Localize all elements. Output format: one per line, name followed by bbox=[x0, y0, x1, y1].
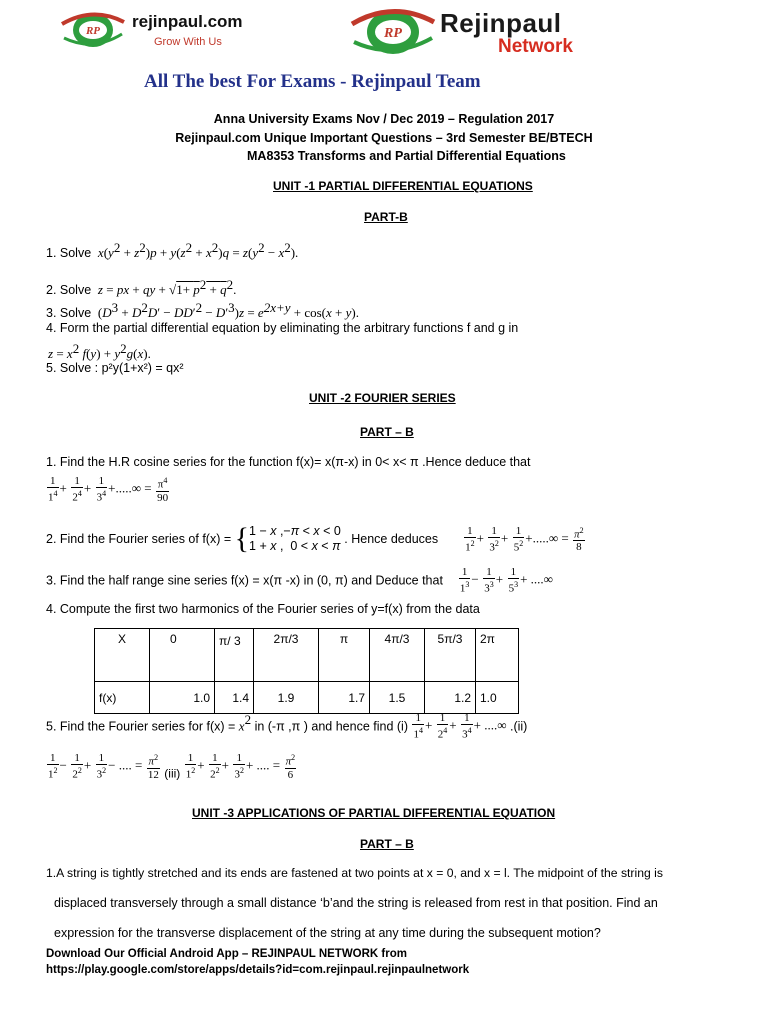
unit3-q1-line2: displaced transversely through a small distance ‘b’and the string is released from rest in that position. Find an bbox=[54, 896, 658, 910]
unit2-q5: 5. Find the Fourier series for $f(x) = x^2$ in (-π ,π ) and hence find (i) $\frac{1}{1^4}$ + $\frac{1}{2^4}$ + $\frac{1}{3^4}$ + ....∞ .(ii) bbox=[46, 712, 528, 741]
table-cell: 4π/3 bbox=[370, 629, 425, 682]
left-logo-site: rejinpaul.com bbox=[132, 12, 243, 31]
table-cell: 5π/3 bbox=[425, 629, 476, 682]
unit1-title: UNIT -1 PARTIAL DIFFERENTIAL EQUATIONS bbox=[273, 179, 533, 193]
table-row bbox=[95, 682, 519, 714]
unit2-q3: 3. Find the half range sine series f(x) = x(π -x) in (0, π) and Deduce that $\frac{1}{1^3}$ − $\frac{1}{3^3}$ + $\frac{1}{5^3}$ + ....∞ bbox=[46, 566, 553, 595]
unit1-q1: 1. Solve $x(y^2 + z^2)p + y(z^2 + x^2)q = z(y^2 - x^2)$. bbox=[46, 240, 299, 261]
table-cell: 2π/3 bbox=[254, 629, 319, 682]
svg-text:RP: RP bbox=[85, 25, 101, 37]
unit2-q1-math: $\frac{1}{1^4}$ + $\frac{1}{2^4}$ + $\frac{1}{3^4}$ +.....∞ = $\frac{\pi^4}{90}$ bbox=[48, 475, 169, 504]
q-prefix: 1. Solve bbox=[46, 246, 92, 261]
harmonics-data-table bbox=[94, 628, 519, 714]
footer-link[interactable]: https://play.google.com/store/apps/details?id=com.rejinpaul.rejinpaulnetwork bbox=[46, 964, 470, 976]
table-cell: 1.9 bbox=[254, 682, 319, 714]
right-logo-sub: Network bbox=[498, 36, 573, 57]
unit3-q1-line1: 1.A string is tightly stretched and its ends are fastened at two points at x = 0, and x = l. The midpoint of the string is bbox=[46, 866, 663, 880]
table-cell: 1.0 bbox=[476, 682, 519, 714]
table-row bbox=[95, 629, 519, 682]
right-logo-name: Rejinpaul bbox=[440, 8, 562, 38]
unit2-q5-math: $\frac{1}{1^2}$ − $\frac{1}{2^2}$ + $\frac{1}{3^2}$ − .... = $\frac{\pi^2}{12}$ (iii) $\frac{1}{1^2}$ + $\frac{1}{2^2}$ + $\frac{1}{3^2}$ + .... = $\frac{\pi^2}{6}$ bbox=[48, 752, 296, 781]
left-logo bbox=[58, 4, 128, 52]
footer-line1: Download Our Official Android App – REJINPAUL NETWORK from bbox=[46, 948, 407, 960]
header-line3: MA8353 Transforms and Partial Differential Equations bbox=[247, 149, 566, 163]
table-cell: π/ 3 bbox=[215, 629, 254, 682]
table-cell: 1.2 bbox=[425, 682, 476, 714]
table-cell: 0 bbox=[150, 629, 215, 682]
header-line2: Rejinpaul.com Unique Important Questions – 3rd Semester BE/BTECH bbox=[175, 131, 593, 145]
q-prefix: 2. Find the Fourier series of f(x) = bbox=[46, 532, 232, 546]
unit1-q4: 4. Form the partial differential equation by eliminating the arbitrary functions f and g in bbox=[46, 321, 519, 335]
unit2-part: PART – B bbox=[360, 425, 414, 439]
right-logo bbox=[348, 0, 438, 60]
table-cell: 2π bbox=[476, 629, 519, 682]
unit2-q2: 2. Find the Fourier series of f(x) = {1 − x ,−π < x < 0 1 + x , 0 < x < π . Hence deduces $\frac{1}{1^2}$ + $\frac{1}{3^2}$ + $\frac{1}{5^2}$ +.....∞ = $\frac{\pi^2}{8}$ bbox=[46, 522, 584, 555]
banner: All The best For Exams - Rejinpaul Team bbox=[144, 71, 481, 92]
left-logo-tagline: Grow With Us bbox=[154, 36, 222, 48]
unit2-q4: 4. Compute the first two harmonics of the Fourier series of y=f(x) from the data bbox=[46, 602, 480, 616]
table-cell: 1.5 bbox=[370, 682, 425, 714]
globe-logo-icon bbox=[348, 0, 438, 60]
q-prefix: 2. Solve bbox=[46, 283, 92, 298]
unit2-title: UNIT -2 FOURIER SERIES bbox=[309, 391, 456, 405]
unit1-q5: 5. Solve : p²y(1+x²) = qx² bbox=[46, 361, 184, 375]
unit1-q3: 3. Solve $(D^3 + D^2D' - DD'^2 - D'^3)z = e^{2x+y} + \cos(x + y)$. bbox=[46, 300, 359, 321]
globe-logo-icon bbox=[58, 4, 128, 52]
unit3-q1-line3: expression for the transverse displacement of the string at any time during the subsequent motion? bbox=[54, 926, 601, 940]
unit1-q2: 2. Solve z = px + qy + $√1+ \overline{p}^2 + \overline{q}^2$. bbox=[46, 277, 237, 298]
table-cell: X bbox=[95, 629, 150, 682]
unit1-q4-math: $z = x^2$ $f(y) + y^2g(x)$. bbox=[48, 341, 151, 362]
table-cell: 1.0 bbox=[150, 682, 215, 714]
unit1-part: PART-B bbox=[364, 210, 408, 224]
table-cell: f(x) bbox=[95, 682, 150, 714]
table-cell: π bbox=[319, 629, 370, 682]
unit3-part: PART – B bbox=[360, 837, 414, 851]
math-expression: x bbox=[94, 245, 104, 261]
table-cell: 1.4 bbox=[215, 682, 254, 714]
q-prefix: 3. Solve bbox=[46, 306, 92, 321]
svg-text:RP: RP bbox=[384, 26, 402, 41]
header-line1: Anna University Exams Nov / Dec 2019 – Regulation 2017 bbox=[213, 112, 555, 126]
unit3-title: UNIT -3 APPLICATIONS OF PARTIAL DIFFERENTIAL EQUATION bbox=[192, 806, 556, 820]
table-cell: 1.7 bbox=[319, 682, 370, 714]
unit2-q1: 1. Find the H.R cosine series for the function f(x)= x(π-x) in 0< x< π .Hence deduce that bbox=[46, 455, 531, 469]
